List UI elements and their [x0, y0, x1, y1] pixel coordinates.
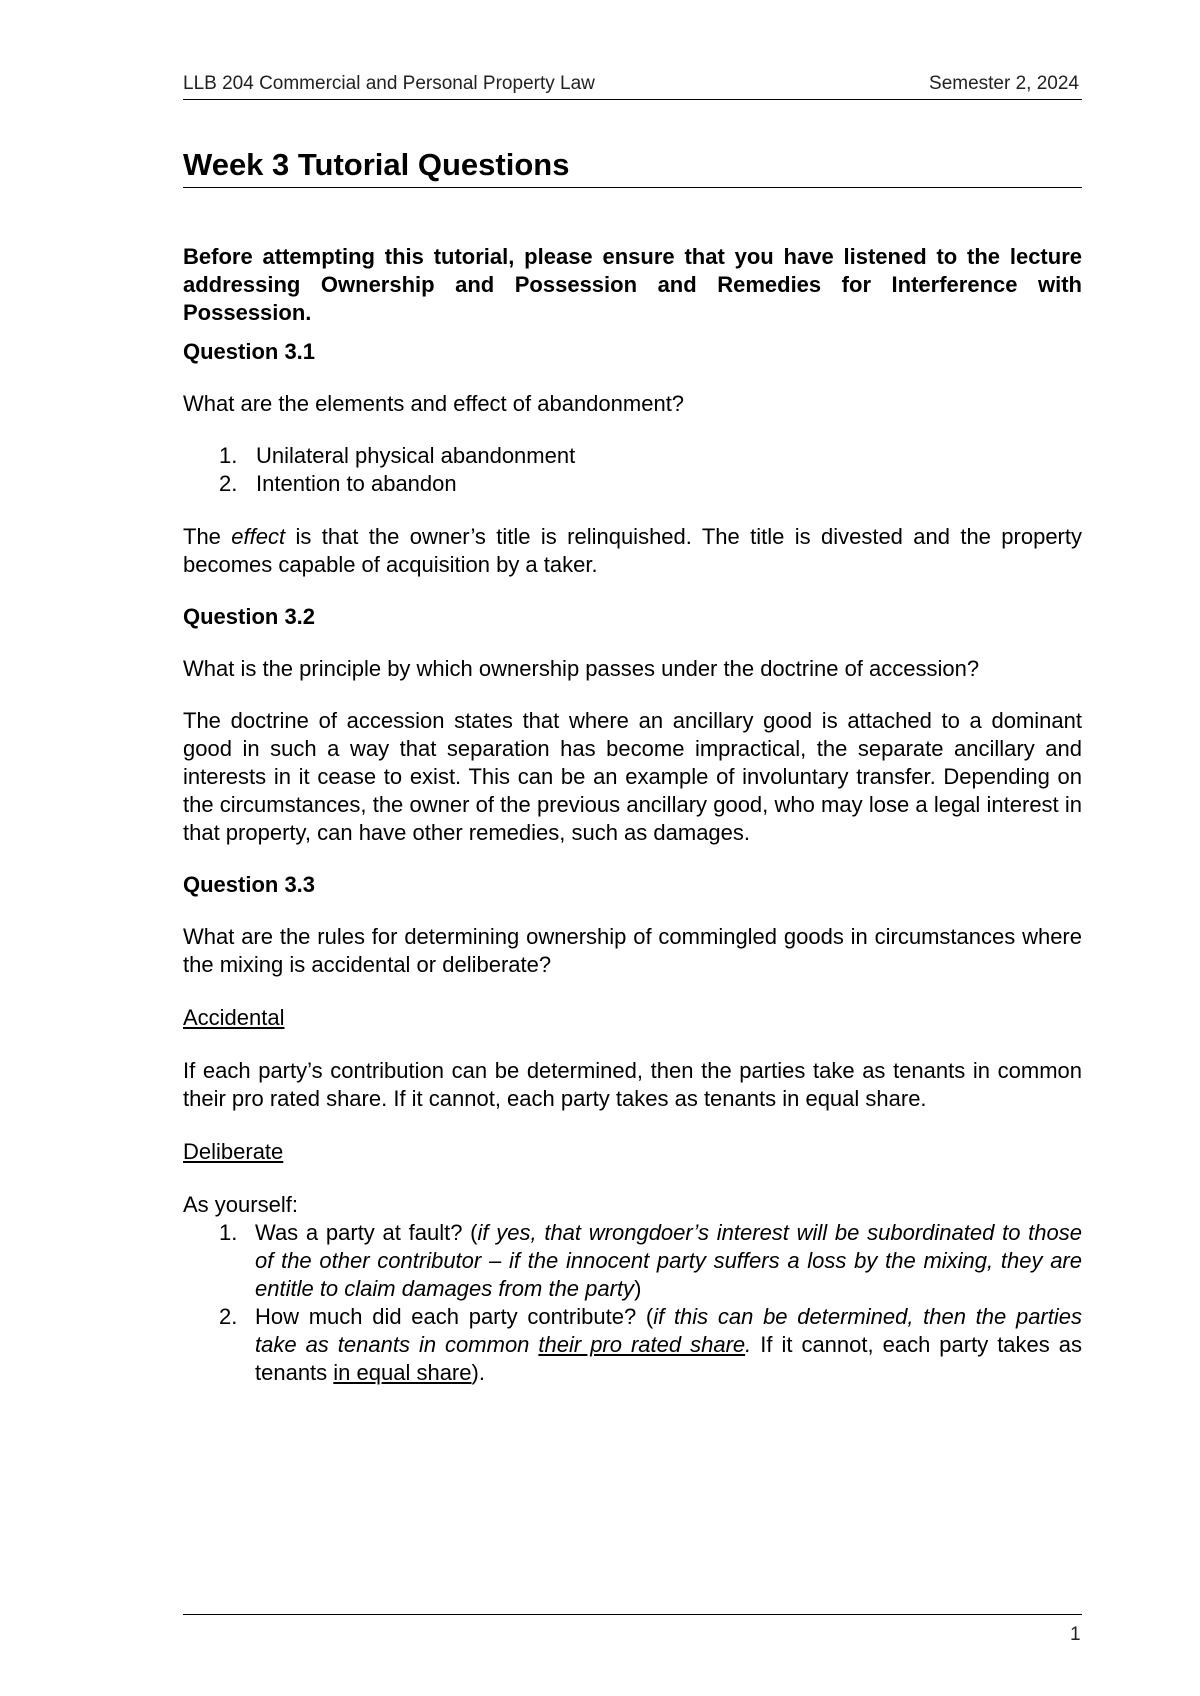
- page-header: [183, 73, 1082, 100]
- list-item-emphasis-underlined: their pro rated share: [538, 1332, 746, 1357]
- list-number: 1.: [219, 1220, 238, 1245]
- answer-emphasis: effect: [231, 524, 286, 549]
- question-3-3-heading: Question 3.3: [183, 872, 316, 897]
- list-item-text: How much did each party contribute? (: [255, 1304, 654, 1329]
- list-number: 1.: [219, 443, 238, 468]
- list-item-text: ).: [471, 1360, 485, 1385]
- semester-label: Semester 2, 2024: [929, 73, 1079, 94]
- deliberate-intro: As yourself:: [183, 1192, 298, 1217]
- footer-divider: [183, 1614, 1082, 1615]
- list-item-text: If it cannot, each party takes as tenants: [255, 1332, 1082, 1385]
- list-item-text: ): [634, 1276, 642, 1301]
- question-3-2-answer: The doctrine of accession states that where an ancillary good is attached to a dominant good in such a way that separation has become impractical, the separate ancillary and interests in it cease to exist. This can be an example of involuntary transfer. Depending on the circumstances, the owner of the previous ancillary good, who may lose a legal interest in that property, can have other remedies, such as damages.: [183, 708, 1082, 845]
- list-item-emphasis: if this can be determined, then the parties take as tenants in common: [255, 1304, 1082, 1357]
- question-3-2-heading: Question 3.2: [183, 604, 316, 629]
- answer-text: The: [183, 524, 232, 549]
- accidental-text: If each party’s contribution can be determined, then the parties take as tenants in common their pro rated share. If it cannot, each party takes as tenants in equal share.: [183, 1058, 1082, 1111]
- list-number: 2.: [219, 1304, 238, 1329]
- list-item-text: Intention to abandon: [256, 471, 457, 496]
- answer-text: is that the owner’s title is relinquished. The title is divested and the property becomes capable of acquisition by a taker.: [183, 524, 1082, 577]
- document-body: [183, 243, 1082, 1387]
- list-number: 2.: [219, 471, 238, 496]
- question-3-3-text: What are the rules for determining ownership of commingled goods in circumstances where the mixing is accidental or deliberate?: [183, 924, 1082, 977]
- list-item-emphasis: .: [745, 1332, 752, 1357]
- question-3-1-answer: [183, 523, 1082, 579]
- list-item: [183, 442, 1082, 470]
- page-number: 1: [1070, 1624, 1081, 1645]
- list-item-emphasis: if yes, that wrongdoer’s interest will be subordinated to those of the other contributor – if the innocent party suffers a loss by the mixing, they are entitle to claim damages from the party: [255, 1220, 1082, 1301]
- deliberate-heading: Deliberate: [183, 1139, 284, 1164]
- list-item-text: Was a party at fault? (: [255, 1220, 478, 1245]
- list-item: [183, 470, 1082, 498]
- course-title: LLB 204 Commercial and Personal Property Law: [183, 73, 595, 94]
- question-3-1-heading: Question 3.1: [183, 339, 316, 364]
- page-title: Week 3 Tutorial Questions: [183, 147, 1082, 188]
- intro-instruction: Before attempting this tutorial, please ensure that you have listened to the lecture addressing Ownership and Possession and Remedies for Interference with Possession.: [183, 244, 1082, 325]
- list-item: [183, 1219, 1082, 1303]
- list-item-text: Unilateral physical abandonment: [256, 443, 576, 468]
- deliberate-questions-list: [183, 1219, 1082, 1387]
- accidental-heading: Accidental: [183, 1005, 285, 1030]
- abandonment-elements-list: [183, 442, 1082, 498]
- question-3-2-text: What is the principle by which ownership passes under the doctrine of accession?: [183, 656, 980, 681]
- list-item: [183, 1303, 1082, 1387]
- list-item-underlined: in equal share: [333, 1360, 472, 1385]
- question-3-1-text: What are the elements and effect of abandonment?: [183, 391, 685, 416]
